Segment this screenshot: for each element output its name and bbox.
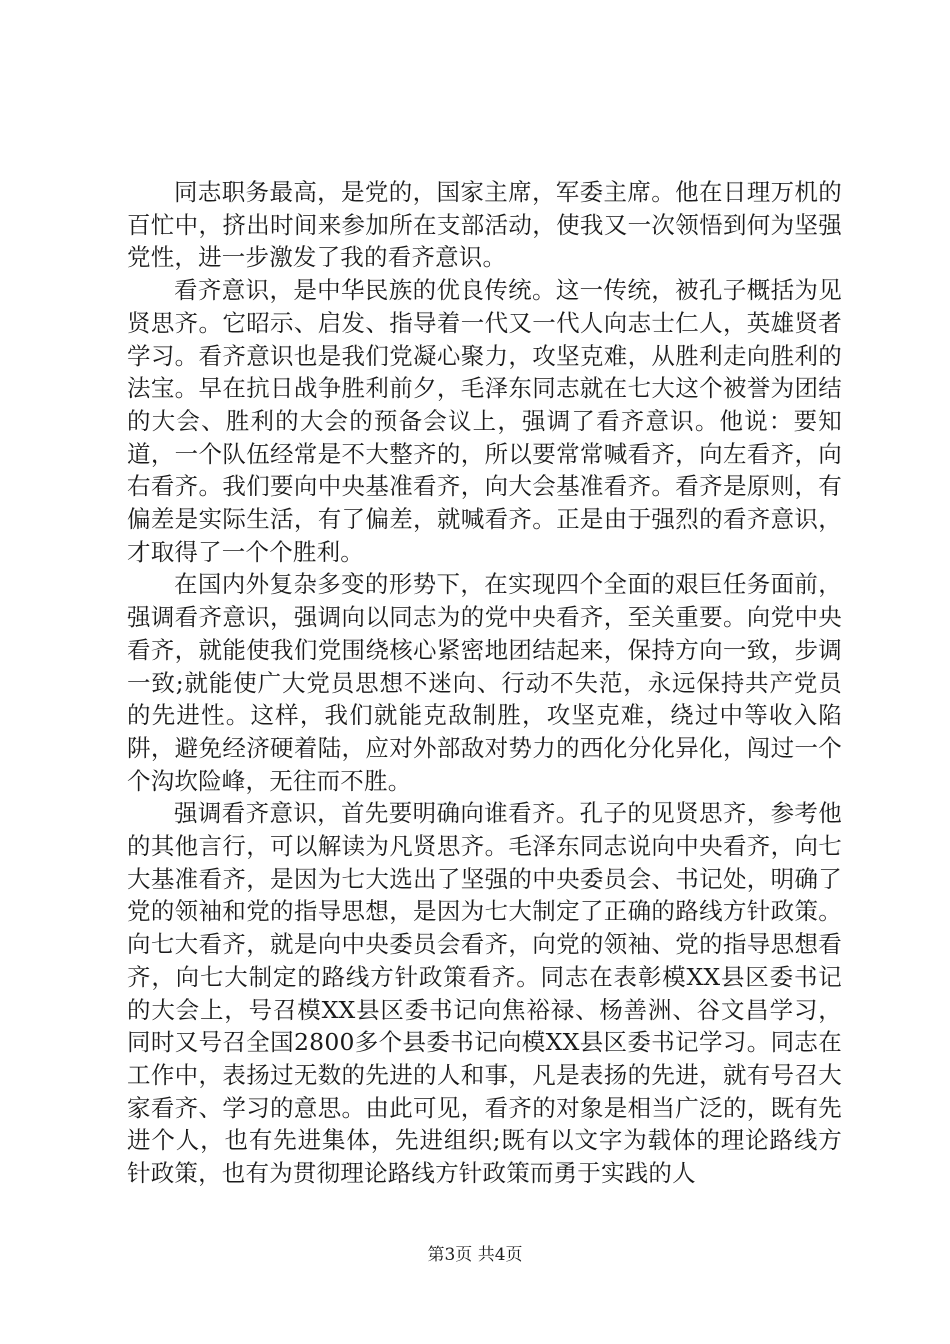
page-number-footer: 第3页 共4页	[427, 1245, 523, 1265]
paragraph: 看齐意识，是中华民族的优良传统。这一传统，被孔子概括为见贤思齐。它昭示、启发、指导着一代又一代人向志士仁人，英雄贤者学习。看齐意识也是我们党凝心聚力，攻坚克难，从胜利走向胜利的法宝。早在抗日战争胜利前夕，毛泽东同志就在七大这个被誉为团结的大会、胜利的大会的预备会议上，强调了看齐意识。他说：要知道，一个队伍经常是不大整齐的，所以要常常喊看齐，向左看齐，向右看齐。我们要向中央基准看齐，向大会基准看齐。看齐是原则，有偏差是实际生活，有了偏差，就喊看齐。正是由于强烈的看齐意识，才取得了一个个胜利。	[127, 276, 842, 566]
document-body	[127, 176, 842, 1190]
paragraph: 同志职务最高，是党的，国家主席，军委主席。他在日理万机的百忙中，挤出时间来参加所在支部活动，使我又一次领悟到何为坚强党性，进一步激发了我的看齐意识。	[127, 178, 842, 272]
paragraph: 在国内外复杂多变的形势下，在实现四个全面的艰巨任务面前，强调看齐意识，强调向以同志为的党中央看齐，至关重要。向党中央看齐，就能使我们党围绕核心紧密地团结起来，保持方向一致，步调一致;就能使广大党员思想不迷向、行动不失范，永远保持共产党员的先进性。这样，我们就能克敌制胜，攻坚克难，绕过中等收入陷阱，避免经济硬着陆，应对外部敌对势力的西化分化异化，闯过一个个沟坎险峰，无往而不胜。	[127, 570, 842, 795]
paragraph: 强调看齐意识，首先要明确向谁看齐。孔子的见贤思齐，参考他的其他言行，可以解读为凡贤思齐。毛泽东同志说向中央看齐，向七大基准看齐，是因为七大选出了坚强的中央委员会、书记处，明确了党的领袖和党的指导思想，是因为七大制定了正确的路线方针政策。向七大看齐，就是向中央委员会看齐，向党的领袖、党的指导思想看齐，向七大制定的路线方针政策看齐。同志在表彰模XX县区委书记的大会上，号召模XX县区委书记向焦裕禄、杨善洲、谷文昌学习，同时又号召全国2800多个县委书记向模XX县区委书记学习。同志在工作中，表扬过无数的先进的人和事，凡是表扬的先进，就有号召大家看齐、学习的意思。由此可见，看齐的对象是相当广泛的，既有先进个人，也有先进集体，先进组织;既有以文字为载体的理论路线方针政策，也有为贯彻理论路线方针政策而勇于实践的人	[127, 799, 842, 1188]
